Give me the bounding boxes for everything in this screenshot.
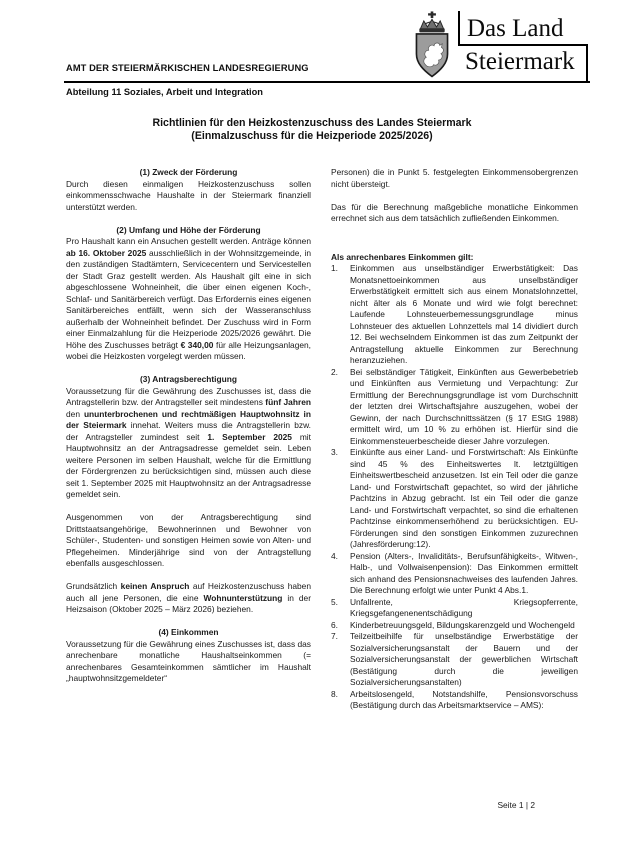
continuation-paragraph-2: Das für die Berechnung maßgebliche monatliche Einkommen errechnet sich aus dem tatsächlich zufließenden Einkommen. [331, 201, 578, 223]
styria-coat-of-arms-icon [414, 11, 450, 79]
content-columns [66, 167, 578, 712]
income-list-heading: Als anrechenbares Einkommen gilt: [331, 251, 474, 262]
logo-line-steiermark: Steiermark [458, 46, 588, 81]
list-item-number: 7. [331, 631, 338, 641]
document-title [52, 117, 572, 143]
section-3-paragraph-1: Voraussetzung für die Gewährung des Zuschusses ist, dass die Antragstellerin bzw. der Antragsteller seit mindestens fünf Jahren den ununterbrochenen und rechtmäßigen Hauptwohnsitz in der Steiermark innehat. Weiters muss die Antragstellerin bzw. der Antragsteller zumindest seit 1. September 2025 mit Hauptwohnsitz an der Antragsadresse gemeldet sein. Leben weitere Personen im selben Haushalt, welche für die Ermittlung der Fördergrenzen zu berücksichtigen sind, müssen auch diese seit 1. September 2025 mit Hauptwohnsitz an der Antragsadresse gemeldet sein. [66, 385, 311, 499]
section-4-heading: (4) Einkommen [158, 627, 219, 637]
list-item [331, 689, 578, 712]
office-line: AMT DER STEIERMÄRKISCHEN LANDESREGIERUNG [66, 63, 309, 73]
section-1-heading: (1) Zweck der Förderung [139, 167, 238, 177]
list-item [331, 447, 578, 551]
section-3-paragraph-3: Grundsätzlich keinen Anspruch auf Heizkostenzuschuss haben auch all jene Personen, die eine Wohnunterstützung in der Heizsaison (Oktober 2025 – März 2026) beziehen. [66, 581, 311, 614]
section-2-paragraph: Pro Haushalt kann ein Ansuchen gestellt werden. Anträge können ab 16. Oktober 2025 ausschließlich in der Wohnsitzgemeinde, in den zuständigen Stadtämtern, Servicecentern und Servicestellen der Stadt Graz gestellt werden. Als Haushalt gilt eine in sich abgeschlossene Wohneinheit, die über einen eigenen Koch-, Schlaf- und Sanitärbereich verfügt. Das Erfordernis eines eigenen Sanitärbereiches entfällt, wenn sich der Wasseranschluss außerhalb der Wohneinheit befindet. Der Zuschuss wird in Form einer Einmalzahlung für die Heizperiode 2025/2026 gewährt. Die Höhe des Zuschusses beträgt € 340,00 für alle Heizungsanlagen, wobei die Heizkosten vorgelegt werden müssen. [66, 236, 312, 361]
list-item [331, 367, 578, 448]
list-item [331, 631, 578, 689]
title-line-2: (Einmalzuschuss für die Heizperiode 2025/2026) [191, 130, 433, 142]
right-column [331, 167, 578, 712]
list-item-number: 3. [331, 447, 338, 457]
section-4-paragraph: Voraussetzung für die Gewährung eines Zuschusses ist, dass das anrechenbare monatliche Haushaltseinkommen (= anrechenbares Gesamteinkommen sämtlicher im Haushalt „hauptwohnsitzgemeldeter“ [66, 638, 311, 683]
list-item-text: Unfallrente, Kriegsopferrente, Kriegsgefangenenentschädigung [350, 596, 578, 618]
list-item [331, 597, 578, 620]
list-item-text: Arbeitslosengeld, Notstandshilfe, Pensionsvorschuss (Bestätigung durch das Arbeitsmarktservice – AMS): [350, 688, 578, 710]
department-line: Abteilung 11 Soziales, Arbeit und Integration [66, 87, 263, 97]
section-1-paragraph: Durch diesen einmaligen Heizkostenzuschuss sollen einkommensschwache Haushalte in der Steiermark finanziell unterstützt werden. [66, 178, 311, 212]
list-item-text: Kinderbetreuungsgeld, Bildungskarenzgeld und Wochengeld [350, 619, 575, 630]
list-item-text: Teilzeitbeihilfe für unselbständige Erwerbstätige der Sozialversicherungsanstalt der Bauern und der Sozialversicherungsanstalt der gewerblichen Wirtschaft (Bestätigung durch die jeweiligen Sozialversicherungsanstalten) [350, 631, 578, 687]
list-item-text: Einkünfte aus einer Land- und Forstwirtschaft: Als Einkünfte sind 45 % des Einheitswertes lt. letztgültigen Einheitswertbescheid anzusetzen. Ist ein Teil oder die ganze Land- und Forstwirtschaft gepachtet, so wird der jährliche Pachtzins in Abzug gebracht. Ist ein Teil oder die ganze Land- und Forstwirtschaft verpachtet, so sind die erhaltenen Pachtzinse einkommenserhöhend zu berücksichtigen. EU-Förderungen sind den sonstigen Einkommen zuzurechnen (Jahresförderung:12). [350, 447, 578, 549]
page-number: Seite 1 | 2 [497, 800, 535, 810]
list-item-text: Einkommen aus unselbständiger Erwerbstätigkeit: Das Monatsnettoeinkommen aus unselbständiger Erwerbstätigkeit ermittelt sich aus einem Monatslohnzettel, nicht älter als 6 Monate und wird wie folgt berechnet: Laufende Lohnsteuerbemessungsgrundlage minus Lohnsteuer des aktuellen Lohnzettels mal 14 dividiert durch 12. Bei wechselndem Einkommen ist das zum Zeitpunkt der Antragstellung aktuelle Einkommen zur Berechnung heranzuziehen. [350, 263, 578, 365]
left-column [66, 167, 311, 712]
list-item-number: 6. [331, 619, 338, 630]
list-item-number: 4. [331, 550, 338, 561]
list-item-text: Pension (Alters-, Invaliditäts-, Berufsunfähigkeits-, Witwen-, Halb-, und Vollwaisenpension): Das Einkommen ermittelt sich anhand des Pensionsnachweises des laufenden Jahres. Die Berechnung erfolgt wie unter Punkt 4 Abs.1. [350, 550, 578, 595]
list-item-number: 5. [331, 596, 338, 607]
logo-wordmark [458, 11, 588, 81]
list-item-number: 8. [331, 688, 338, 699]
list-item-number: 1. [331, 263, 338, 273]
title-line-1: Richtlinien für den Heizkostenzuschuss des Landes Steiermark [152, 117, 472, 129]
continuation-paragraph-1: Personen) die in Punkt 5. festgelegten Einkommensobergrenzen nicht übersteigt. [331, 167, 578, 189]
list-item-text: Bei selbständiger Tätigkeit, Einkünften aus Gewerbebetrieb und Einkünften aus Vermietung und Verpachtung: Zur Ermittlung der Berechnungsgrundlage ist vom Durchschnitt der letzten drei Wirtschaftsjahre auszugehen, wobei der Gewinn, der nach Durchschnittssätzen (§ 17 EStG 1988) ermittelt wird, um 10 % zu erhöhen ist. Hierfür sind die Einkommensteuerbescheide dieser Jahre vorzulegen. [350, 366, 578, 446]
list-item [331, 263, 578, 367]
logo-line-das-land: Das Land [458, 11, 588, 46]
list-item [331, 551, 578, 597]
steiermark-logo [414, 11, 588, 81]
header-rule [64, 81, 590, 83]
income-list [331, 263, 578, 712]
list-item [331, 620, 578, 632]
section-3-heading: (3) Antragsberechtigung [140, 374, 237, 384]
list-item-number: 2. [331, 366, 338, 377]
section-2-heading: (2) Umfang und Höhe der Förderung [116, 224, 261, 235]
section-3-paragraph-2: Ausgenommen von der Antragsberechtigung sind Drittstaatsangehörige, Bewohnerinnen und Bewohner von Schüler-, Studenten- und sonstigen Heimen sowie von Alten- und Pflegeheimen. Minderjährige sind von der Antragstellung ebenfalls ausgeschlossen. [66, 512, 311, 568]
